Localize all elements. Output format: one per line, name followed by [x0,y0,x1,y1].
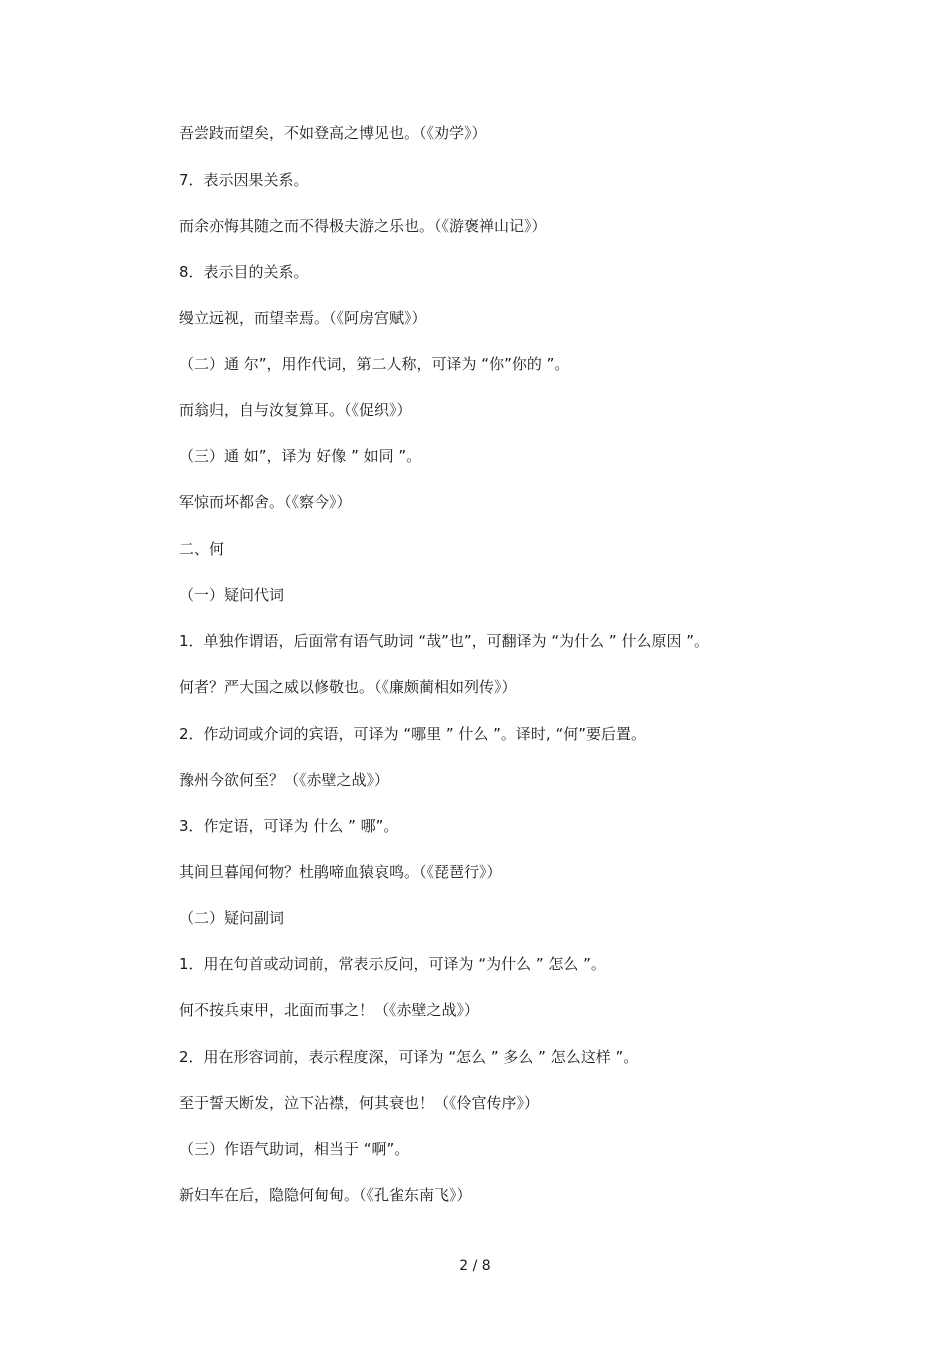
text-line: 其间旦暮闻何物？杜鹃啼血猿哀鸣。（《琵琶行》） [179,863,502,881]
subsection-heading: （三）作语气助词，相当于 “啊”。 [179,1140,410,1158]
text-line: 3．作定语，可译为 什么 ” 哪”。 [179,817,399,835]
text-line: 8．表示目的关系。 [179,263,309,281]
subsection-heading: （二）疑问副词 [179,909,285,927]
text-line: 至于誓天断发，泣下沾襟，何其衰也！（《伶官传序》） [179,1094,540,1112]
text-line: 2．作动词或介词的宾语，可译为 “哪里 ” 什么 ”。译时, “何”要后置。 [179,725,647,743]
page-number: 2 / 8 [459,1258,491,1274]
text-line: （二）通 尔”，用作代词，第二人称，可译为 “你”你的 ”。 [179,355,570,373]
section-heading: 二、何 [179,540,225,558]
text-line: 何者？严大国之威以修敬也。（《廉颇蔺相如列传》） [179,678,517,696]
text-line: 吾尝跂而望矣，不如登高之博见也。（《劝学》） [179,124,487,142]
text-line: 而余亦悔其随之而不得极夫游之乐也。（《游褒禅山记》） [179,217,547,235]
text-line: 1．单独作谓语，后面常有语气助词 “哉”也”，可翻译为 “为什么 ” 什么原因 ”。 [179,632,710,650]
text-line: 1．用在句首或动词前，常表示反问，可译为 “为什么 ” 怎么 ”。 [179,955,606,973]
text-line: 何不按兵束甲，北面而事之！（《赤壁之战》） [179,1001,480,1019]
text-line: 2．用在形容词前，表示程度深，可译为 “怎么 ” 多么 ” 怎么这样 ”。 [179,1048,639,1066]
text-line: 新妇车在后，隐隐何甸甸。（《孔雀东南飞》） [179,1186,472,1204]
text-line: 而翁归，自与汝复算耳。（《促织》） [179,401,412,419]
text-line: （三）通 如”，译为 好像 ” 如同 ”。 [179,447,422,465]
text-line: 豫州今欲何至？（《赤壁之战》） [179,771,390,789]
text-line: 缦立远视，而望幸焉。（《阿房宫赋》） [179,309,427,327]
text-line: 军惊而坏都舍。（《察今》） [179,493,352,511]
subsection-heading: （一）疑问代词 [179,586,285,604]
text-line: 7．表示因果关系。 [179,171,309,189]
